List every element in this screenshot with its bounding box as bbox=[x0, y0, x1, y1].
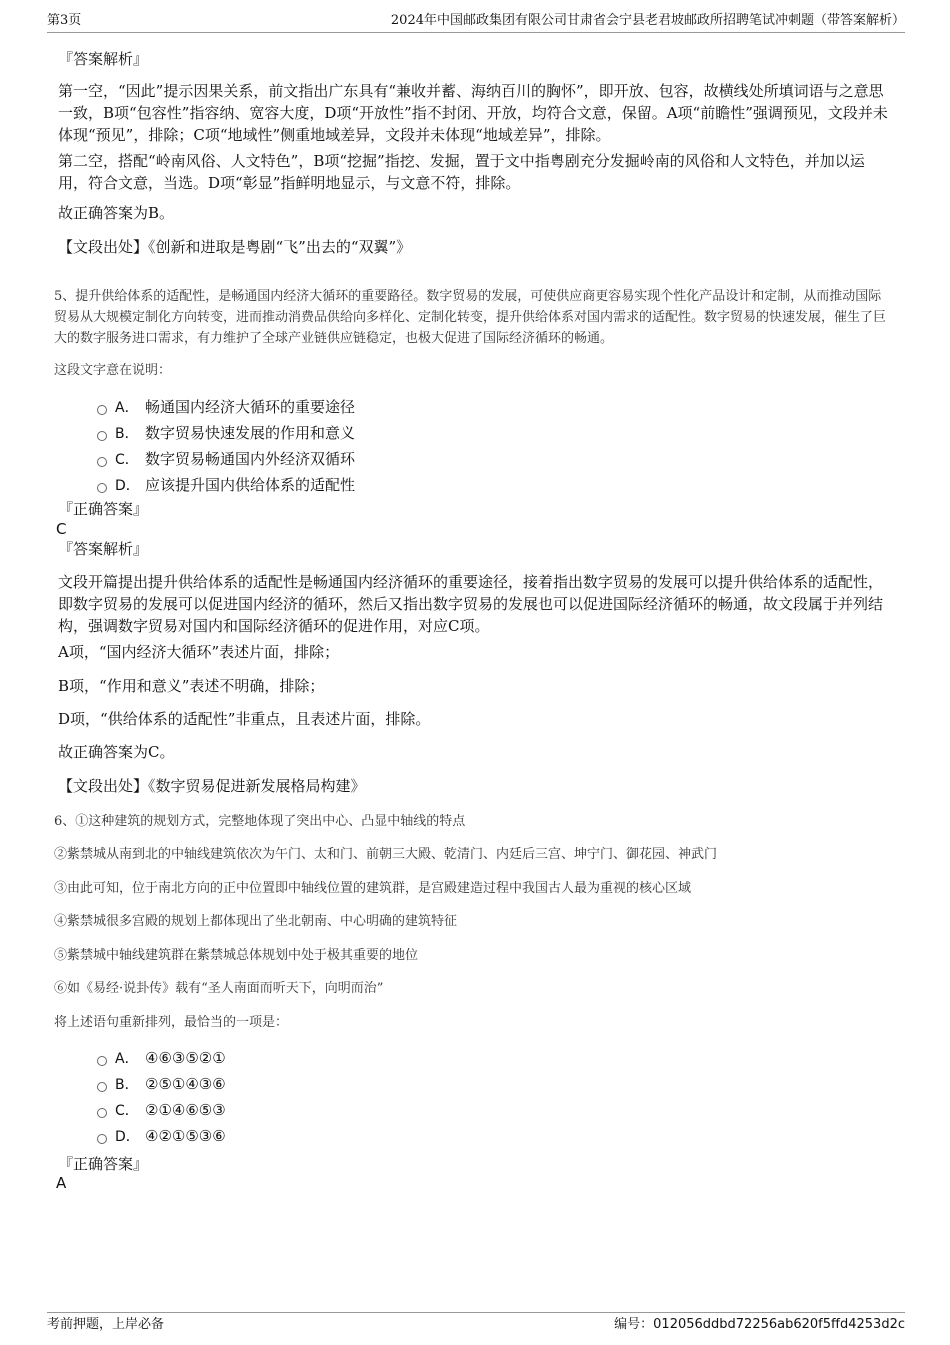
q6-sentence-2: ②紫禁城从南到北的中轴线建筑依次为午门、太和门、前朝三大殿、乾清门、内廷后三宫、坤宁门、御花园、神武门 bbox=[54, 847, 718, 862]
radio-icon[interactable] bbox=[97, 1134, 107, 1144]
q6-prompt: 将上述语句重新排列，最恰当的一项是： bbox=[54, 1015, 289, 1030]
q5-exclusion-a: A项，“国内经济大循环”表述片面，排除； bbox=[58, 643, 340, 661]
q6-option-b[interactable]: B． ②⑤①④③⑥ bbox=[97, 1073, 226, 1096]
q5-prompt: 这段文字意在说明： bbox=[54, 363, 172, 378]
document-title: 2024年中国邮政集团有限公司甘肃省会宁县老君坡邮政所招聘笔试冲刺题（带答案解析） bbox=[390, 13, 905, 28]
q5-option-b[interactable]: B． 数字贸易快速发展的作用和意义 bbox=[97, 422, 355, 445]
footer-slogan: 考前押题，上岸必备 bbox=[47, 1317, 165, 1332]
page-header bbox=[47, 12, 905, 33]
q4-analysis-para1: 第一空，“因此”提示因果关系，前文指出广东具有“兼收并蓄、海纳百川的胸怀”，即开放、包容，故横线处所填词语与之意思一致，B项“包容性”指容纳、宽容大度，D项“开放性”指不封闭、开放，均符合文意，保留。A项“前瞻性”强调预见，文段并未体现“预见”，排除；C项“地域性”侧重地域差异，文段并未体现“地域差异”，排除。 bbox=[58, 82, 888, 144]
radio-icon[interactable] bbox=[97, 483, 107, 493]
q6-correct-answer: A bbox=[56, 1174, 67, 1192]
q6-sentence-1: 6、①这种建筑的规划方式，完整地体现了突出中心、凸显中轴线的特点 bbox=[54, 814, 466, 829]
q6-option-c[interactable]: C． ②①④⑥⑤③ bbox=[97, 1099, 226, 1122]
document-code: 编号：012056ddbd72256ab620f5ffd4253d2c bbox=[614, 1317, 905, 1332]
q4-analysis-para2: 第二空，搭配“岭南风俗、人文特色”，B项“挖掘”指挖、发掘，置于文中指粤剧充分发掘岭南的风俗和人文特色，并加以运用，符合文意，当选。D项“彰显”指鲜明地显示，与文意不符，排除。 bbox=[58, 152, 865, 192]
q5-correct-answer: C bbox=[56, 520, 67, 538]
page-footer bbox=[47, 1312, 905, 1337]
radio-icon[interactable] bbox=[97, 457, 107, 467]
radio-icon[interactable] bbox=[97, 1056, 107, 1066]
q5-correct-tag: 『正确答案』 bbox=[58, 500, 149, 518]
radio-icon[interactable] bbox=[97, 405, 107, 415]
q5-exclusion-b: B项，“作用和意义”表述不明确，排除； bbox=[58, 677, 325, 695]
q6-sentence-6: ⑥如《易经·说卦传》载有“圣人南面而听天下，向明而治” bbox=[54, 981, 384, 996]
q6-option-d[interactable]: D． ④②①⑤③⑥ bbox=[97, 1125, 226, 1148]
q5-stem: 5、提升供给体系的适配性，是畅通国内经济大循环的重要路径。数字贸易的发展，可使供应商更容易实现个性化产品设计和定制，从而推动国际贸易从大规模定制化方向转变，进而推动消费品供给向多样化、定制化转变，提升供给体系对国内需求的适配性。数字贸易的快速发展，催生了巨大的数字服务进口需求，有力维护了全球产业链供应链稳定，也极大促进了国际经济循环的畅通。 bbox=[54, 289, 887, 346]
q5-conclusion: 故正确答案为C。 bbox=[58, 743, 175, 761]
q6-option-a[interactable]: A． ④⑥③⑤②① bbox=[97, 1047, 226, 1070]
radio-icon[interactable] bbox=[97, 1082, 107, 1092]
page-number: 第3页 bbox=[47, 13, 82, 28]
q5-option-a[interactable]: A． 畅通国内经济大循环的重要途径 bbox=[97, 396, 355, 419]
q4-analysis-tag: 『答案解析』 bbox=[58, 50, 149, 68]
radio-icon[interactable] bbox=[97, 431, 107, 441]
q6-sentence-3: ③由此可知，位于南北方向的正中位置即中轴线位置的建筑群，是宫殿建造过程中我国古人最为重视的核心区域 bbox=[54, 881, 692, 896]
q5-exclusion-d: D项，“供给体系的适配性”非重点，且表述片面，排除。 bbox=[58, 710, 431, 728]
q4-source: 【文段出处】《创新和进取是粤剧“飞”出去的“双翼”》 bbox=[58, 238, 412, 256]
q6-sentence-4: ④紫禁城很多宫殿的规划上都体现出了坐北朝南、中心明确的建筑特征 bbox=[54, 914, 458, 929]
q5-analysis-tag: 『答案解析』 bbox=[58, 540, 149, 558]
q5-source: 【文段出处】《数字贸易促进新发展格局构建》 bbox=[58, 777, 366, 795]
q6-correct-tag: 『正确答案』 bbox=[58, 1155, 149, 1173]
q5-option-c[interactable]: C． 数字贸易畅通国内外经济双循环 bbox=[97, 448, 355, 471]
radio-icon[interactable] bbox=[97, 1108, 107, 1118]
q5-option-d[interactable]: D． 应该提升国内供给体系的适配性 bbox=[97, 474, 355, 497]
q6-sentence-5: ⑤紫禁城中轴线建筑群在紫禁城总体规划中处于极其重要的地位 bbox=[54, 948, 419, 963]
q4-conclusion: 故正确答案为B。 bbox=[58, 204, 175, 222]
q5-analysis: 文段开篇提出提升供给体系的适配性是畅通国内经济循环的重要途径，接着指出数字贸易的发展可以提升供给体系的适配性，即数字贸易的发展可以促进国内经济的循环，然后又指出数字贸易的发展也可以促进国际经济循环的畅通，故文段属于并列结构，强调数字贸易对国内和国际经济循环的促进作用，对应C项。 bbox=[58, 573, 884, 635]
